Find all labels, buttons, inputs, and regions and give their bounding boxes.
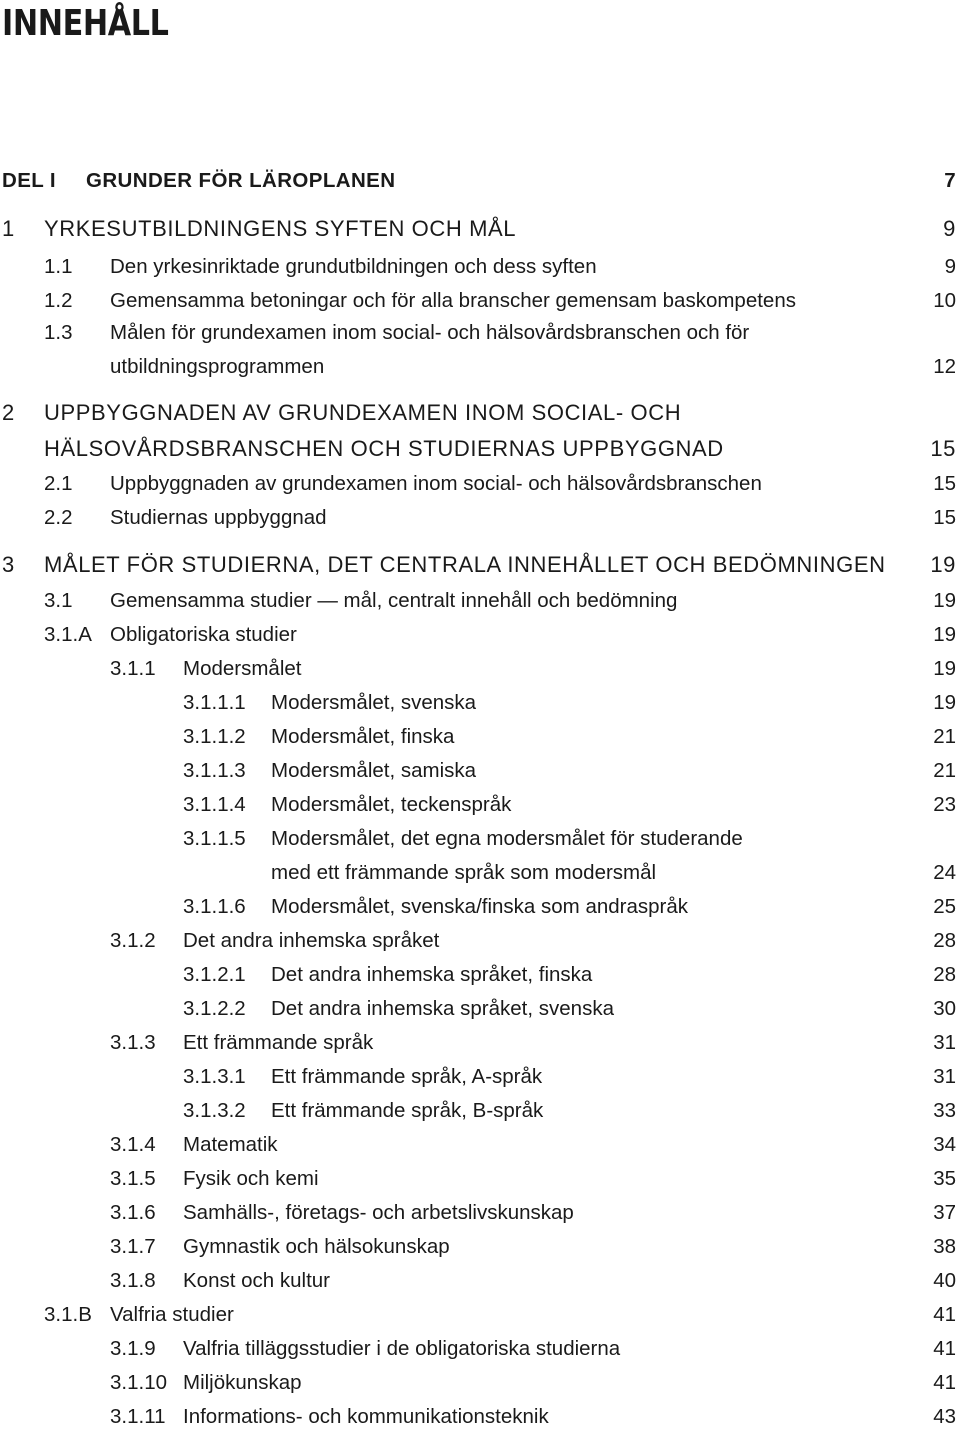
toc-entry (0, 467, 960, 501)
toc-entry-title: YRKESUTBILDNINGENS SYFTEN OCH MÅL (44, 216, 517, 241)
toc-entry-page: 41 (933, 1337, 956, 1360)
toc-entry-number: 3.1.B (44, 1303, 92, 1326)
toc-entry (0, 1230, 960, 1264)
toc-entry-title: Miljökunskap (183, 1371, 302, 1394)
toc-entry-number: 3.1.1.4 (183, 793, 246, 816)
toc-entry (0, 1332, 960, 1366)
toc-entry-page: 31 (933, 1065, 956, 1088)
toc-entry (0, 432, 960, 466)
toc-entry-number: 3.1.2 (110, 929, 156, 952)
toc-entry-page: 9 (944, 255, 956, 278)
toc-entry-title: Samhälls-, företags- och arbetslivskunskap (183, 1201, 574, 1224)
toc-entry (0, 652, 960, 686)
toc-entry (0, 958, 960, 992)
toc-entry-title: Modersmålet, finska (271, 725, 455, 748)
toc-entry-number: 3.1.11 (110, 1405, 166, 1428)
toc-entry-number: 3.1.2.2 (183, 997, 246, 1020)
toc-entry-page: 35 (933, 1167, 956, 1190)
toc-entry-number: 3.1.A (44, 623, 92, 646)
toc-entry-title: Modersmålet, det egna modersmålet för studerande (271, 827, 743, 850)
toc-entry-title: Gymnastik och hälsokunskap (183, 1235, 450, 1258)
toc-entry-number: 3.1.8 (110, 1269, 156, 1292)
toc-entry (0, 1196, 960, 1230)
toc-entry-page: 34 (933, 1133, 956, 1156)
toc-entry-number: 3.1.2.1 (183, 963, 246, 986)
toc-entry-number: 3 (2, 552, 15, 577)
toc-entry-page: 23 (933, 793, 956, 816)
toc-entry-number: 3.1.4 (110, 1133, 156, 1156)
toc-entry (0, 501, 960, 535)
toc-entry (0, 1298, 960, 1332)
toc-entry-title: Modersmålet, teckenspråk (271, 793, 512, 816)
toc-entry-page: 28 (933, 929, 956, 952)
toc-entry (0, 584, 960, 618)
toc-entry (0, 1366, 960, 1400)
toc-entry-page: 41 (933, 1303, 956, 1326)
toc-entry-title: Modersmålet (183, 657, 302, 680)
toc-entry-title: Modersmålet, svenska/finska som andraspråk (271, 895, 689, 918)
toc-entry-page: 15 (930, 436, 956, 461)
toc-entry-page: 37 (933, 1201, 956, 1224)
toc-entry-title: MÅLET FÖR STUDIERNA, DET CENTRALA INNEHÅLLET OCH BEDÖMNINGEN (44, 552, 886, 577)
toc-entry-page: 40 (933, 1269, 956, 1292)
toc-entry (0, 720, 960, 754)
toc-entry-number: 3.1.1.5 (183, 827, 246, 850)
toc-entry-number: 3.1.5 (110, 1167, 156, 1190)
toc-entry (0, 1400, 960, 1434)
toc-entry-title: Matematik (183, 1133, 278, 1156)
toc-entry-number: 1.2 (44, 289, 73, 312)
toc-entry-page: 19 (933, 589, 956, 612)
toc-entry (0, 250, 960, 284)
toc-entry (0, 164, 960, 198)
toc-entry (0, 284, 960, 318)
toc-entry-number: 3.1.1 (110, 657, 156, 680)
toc-entry-number: DEL I (2, 169, 57, 192)
toc-entry-page: 19 (930, 552, 956, 577)
toc-entry-page: 19 (933, 691, 956, 714)
toc-entry-title: Den yrkesinriktade grundutbildningen och dess syften (110, 255, 597, 278)
toc-entry-number: 3.1.3 (110, 1031, 156, 1054)
toc-entry-number: 1.1 (44, 255, 73, 278)
toc-entry-page: 10 (933, 289, 956, 312)
toc-entry (0, 316, 960, 350)
toc-entry-page: 9 (943, 216, 956, 241)
toc-entry-number: 3.1.7 (110, 1235, 156, 1258)
toc-entry-title: Valfria tilläggsstudier i de obligatoriska studierna (183, 1337, 621, 1360)
toc-entry (0, 1060, 960, 1094)
toc-entry-title: med ett främmande språk som modersmål (271, 861, 657, 884)
toc-entry-title: Gemensamma betoningar och för alla branscher gemensam baskompetens (110, 289, 796, 312)
toc-entry-title: Målen för grundexamen inom social- och hälsovårdsbranschen och för (110, 321, 750, 344)
toc-entry-title: Det andra inhemska språket (183, 929, 440, 952)
toc-entry (0, 822, 960, 856)
toc-entry (0, 890, 960, 924)
toc-entry (0, 686, 960, 720)
toc-entry-page: 7 (944, 169, 956, 192)
toc-entry (0, 1026, 960, 1060)
toc-entry-page: 43 (933, 1405, 956, 1428)
toc-entry-number: 3.1 (44, 589, 73, 612)
toc-entry-number: 3.1.3.2 (183, 1099, 246, 1122)
toc-entry-page: 28 (933, 963, 956, 986)
toc-entry-number: 2.1 (44, 472, 73, 495)
toc-entry (0, 396, 960, 430)
toc-entry-page: 31 (933, 1031, 956, 1054)
toc-entry-number: 3.1.6 (110, 1201, 156, 1224)
toc-entry-page: 19 (933, 657, 956, 680)
toc-entry (0, 1162, 960, 1196)
toc-entry-number: 3.1.1.1 (183, 691, 246, 714)
toc-entry (0, 1094, 960, 1128)
toc-entry-title: Studiernas uppbyggnad (110, 506, 327, 529)
toc-entry (0, 924, 960, 958)
toc-entry (0, 754, 960, 788)
toc-entry (0, 856, 960, 890)
toc-entry (0, 992, 960, 1026)
toc-entry-title: GRUNDER FÖR LÄROPLANEN (86, 169, 396, 192)
toc-entry-title: Obligatoriska studier (110, 623, 297, 646)
toc-entry-page: 33 (933, 1099, 956, 1122)
toc-entry-page: 12 (933, 355, 956, 378)
toc-entry (0, 1264, 960, 1298)
toc-entry (0, 548, 960, 582)
toc-entry-title: Ett främmande språk, B-språk (271, 1099, 544, 1122)
toc-entry-number: 1 (2, 216, 15, 241)
toc-entry-number: 2.2 (44, 506, 73, 529)
toc-entry-page: 21 (933, 759, 956, 782)
toc-entry-title: Uppbyggnaden av grundexamen inom social- och hälsovårdsbranschen (110, 472, 762, 495)
toc-entry (0, 618, 960, 652)
toc-entry-title: Gemensamma studier — mål, centralt innehåll och bedömning (110, 589, 678, 612)
toc-entry-title: Ett främmande språk (183, 1031, 374, 1054)
toc-entry-number: 3.1.1.3 (183, 759, 246, 782)
toc-entry-page: 15 (933, 472, 956, 495)
page-title: INNEHÅLL (2, 3, 169, 44)
toc-entry (0, 350, 960, 384)
toc-entry-title: Det andra inhemska språket, finska (271, 963, 593, 986)
toc-entry-number: 3.1.1.2 (183, 725, 246, 748)
toc-entry-number: 1.3 (44, 321, 73, 344)
toc-entry-title: Fysik och kemi (183, 1167, 319, 1190)
toc-entry-number: 3.1.3.1 (183, 1065, 246, 1088)
toc-entry-number: 3.1.9 (110, 1337, 156, 1360)
toc-entry-page: 15 (933, 506, 956, 529)
toc-entry-title: Modersmålet, svenska (271, 691, 477, 714)
toc-entry-page: 41 (933, 1371, 956, 1394)
toc-entry-title: Konst och kultur (183, 1269, 330, 1292)
toc-entry-number: 3.1.10 (110, 1371, 167, 1394)
toc-entry-page: 38 (933, 1235, 956, 1258)
toc-entry-page: 25 (933, 895, 956, 918)
toc-entry-title: Valfria studier (110, 1303, 234, 1326)
toc-entry-title: Informations- och kommunikationsteknik (183, 1405, 549, 1428)
toc-entry-title: UPPBYGGNADEN AV GRUNDEXAMEN INOM SOCIAL- OCH (44, 400, 682, 425)
toc-entry-number: 2 (2, 400, 15, 425)
toc-entry-title: Ett främmande språk, A-språk (271, 1065, 543, 1088)
toc-entry-title: HÄLSOVÅRDSBRANSCHEN OCH STUDIERNAS UPPBYGGNAD (44, 436, 724, 461)
toc-entry-page: 19 (933, 623, 956, 646)
toc-entry-title: Det andra inhemska språket, svenska (271, 997, 614, 1020)
toc-entry (0, 788, 960, 822)
toc-entry-title: Modersmålet, samiska (271, 759, 477, 782)
toc-entry-page: 30 (933, 997, 956, 1020)
toc-entry (0, 212, 960, 246)
toc-entry-page: 21 (933, 725, 956, 748)
toc-entry (0, 1128, 960, 1162)
toc-entry-number: 3.1.1.6 (183, 895, 246, 918)
toc-entry-title: utbildningsprogrammen (110, 355, 325, 378)
toc-entry-page: 24 (933, 861, 956, 884)
